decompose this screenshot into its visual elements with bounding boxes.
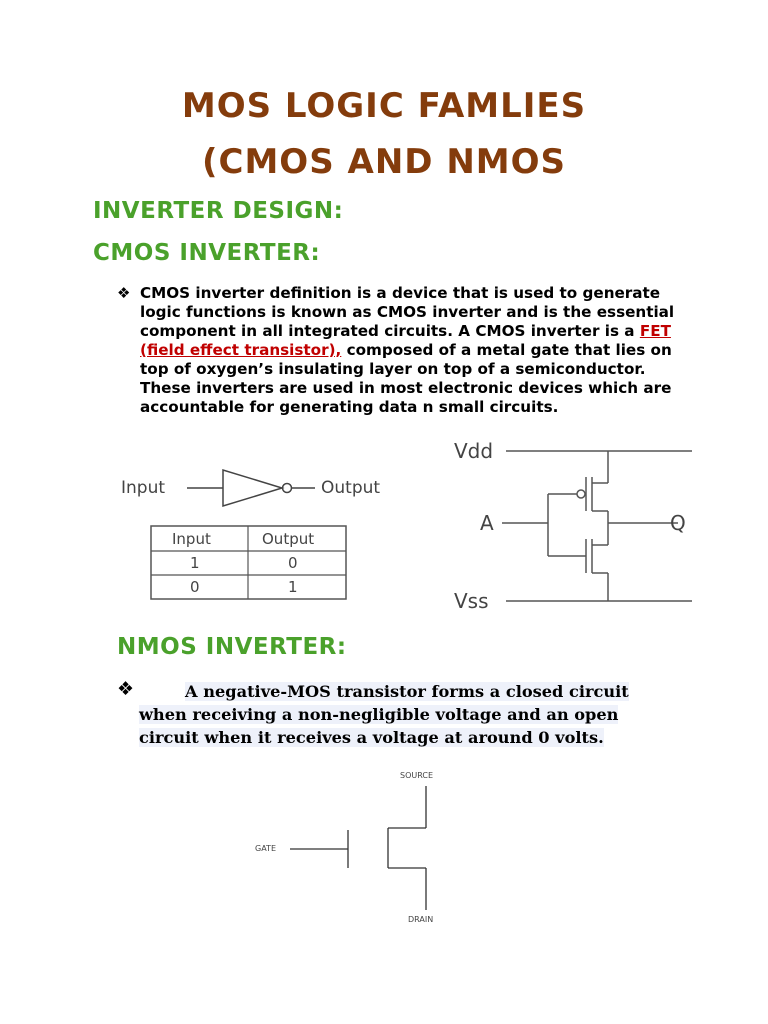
title-line-2: (CMOS AND NMOS [201, 142, 567, 182]
cmos-circuit-diagram [448, 435, 696, 611]
table-header-output: Output [262, 530, 315, 548]
heading-cmos-inverter: CMOS INVERTER: [93, 240, 321, 266]
inverter-input-label: Input [121, 478, 166, 498]
nmos-paragraph [139, 680, 679, 749]
source-label: SOURCE [400, 771, 434, 780]
q-label: Q [670, 511, 686, 535]
table-cell: 0 [190, 578, 200, 596]
title-line-1: MOS LOGIC FAMLIES [181, 86, 587, 126]
table-cell: 1 [190, 554, 200, 572]
cmos-paragraph [140, 284, 700, 417]
heading-inverter-design: INVERTER DESIGN: [93, 198, 344, 224]
cmos-text-after-link: composed of a metal gate that lies on top of oxygen’s insulating layer on top of a semiconductor. These inverters are used in most electronic devices which are accountable for generating data n small circuits. [140, 341, 672, 416]
nmos-text: A negative-MOS transistor forms a closed circuit when receiving a non-negligible voltage and an open circuit when it receives a voltage at around 0 volts. [139, 682, 629, 747]
inverter-symbol-diagram [115, 462, 400, 514]
fet-link[interactable]: FET (field effect transistor), [140, 322, 671, 359]
cmos-text-before-link: CMOS inverter definition is a device that is used to generate logic functions is known as CMOS inverter and is the essential component in all integrated circuits. A CMOS inverter is a [140, 284, 675, 340]
table-header-input: Input [172, 530, 211, 548]
diamond-bullet-icon: ❖ [117, 678, 135, 700]
gate-label: GATE [255, 844, 276, 853]
a-label: A [480, 511, 494, 535]
table-cell: 0 [288, 554, 298, 572]
nmos-transistor-diagram [250, 768, 460, 930]
heading-nmos-inverter: NMOS INVERTER: [117, 634, 347, 660]
truth-table [150, 525, 348, 601]
vss-label: Vss [454, 589, 489, 611]
drain-label: DRAIN [408, 915, 434, 924]
vdd-label: Vdd [454, 439, 494, 463]
table-cell: 1 [288, 578, 298, 596]
diamond-bullet-icon: ❖ [117, 284, 131, 302]
inverter-output-label: Output [321, 478, 381, 498]
